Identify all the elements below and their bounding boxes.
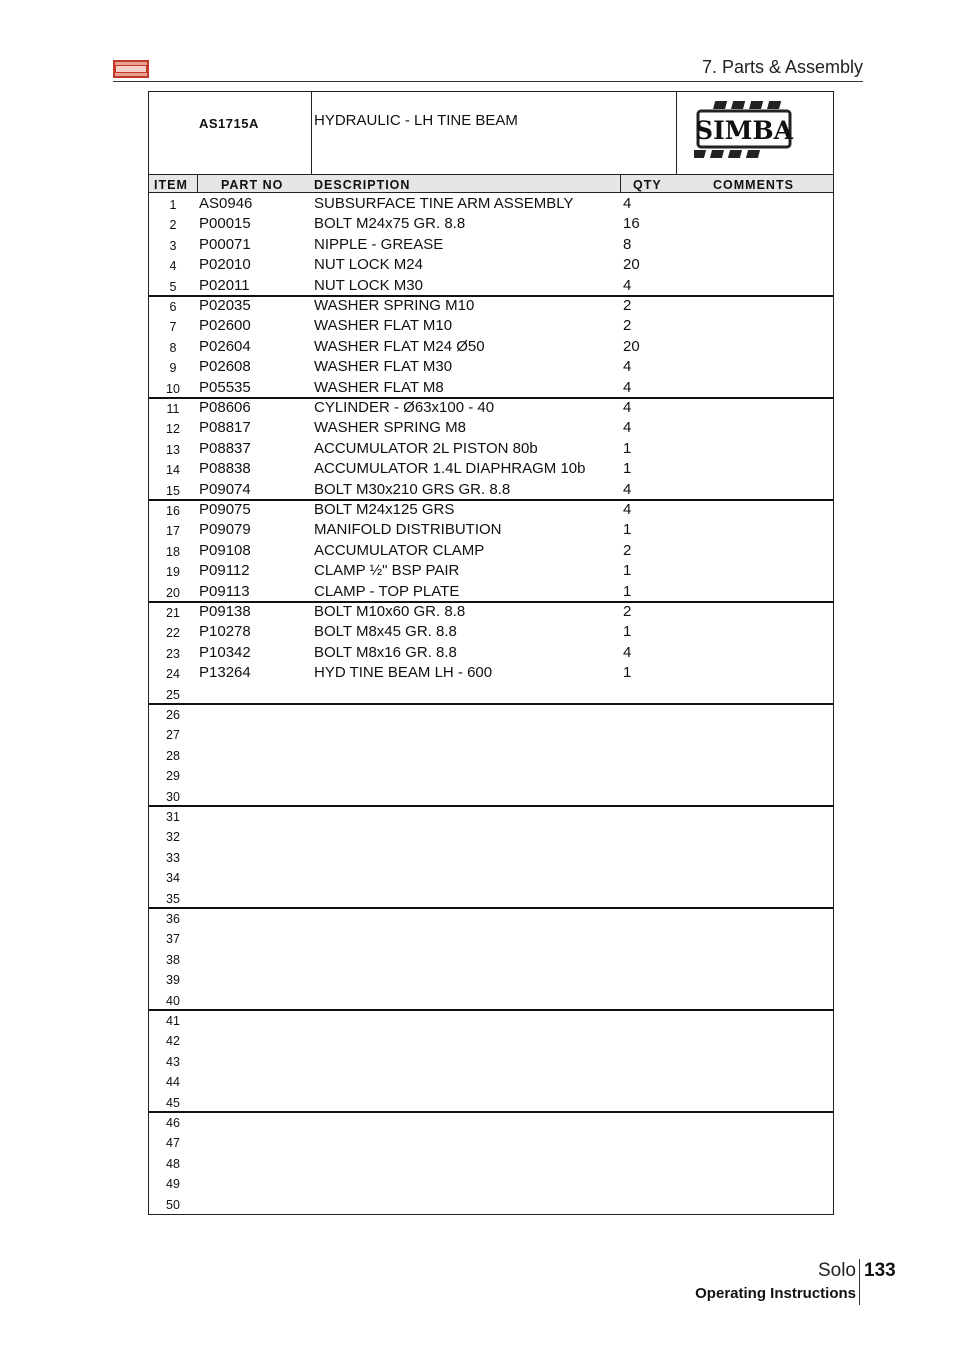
part-number: P09074	[199, 480, 251, 498]
item-number: 6	[169, 300, 177, 314]
header-simba-logo	[113, 60, 149, 78]
part-description: BOLT M24x75 GR. 8.8	[314, 215, 466, 233]
part-qty: 4	[623, 643, 632, 661]
item-number: 32	[166, 830, 180, 845]
item-number: 45	[166, 1095, 180, 1110]
simba-logo-text: SIMBA	[695, 116, 793, 145]
item-number: 18	[166, 544, 180, 559]
part-description: SUBSURFACE TINE ARM ASSEMBLY	[314, 195, 574, 212]
item-number: 25	[166, 687, 180, 702]
header-divider	[113, 81, 863, 82]
table-row	[149, 377, 833, 397]
part-description: NUT LOCK M24	[314, 256, 423, 274]
part-number: P02011	[199, 276, 250, 294]
part-qty: 20	[623, 256, 640, 274]
item-number: 13	[166, 442, 180, 457]
part-number: P02608	[199, 358, 251, 376]
part-description: WASHER FLAT M30	[314, 358, 453, 376]
part-qty: 20	[623, 337, 640, 355]
table-row	[149, 846, 833, 866]
table-row	[149, 744, 833, 764]
simba-logo	[694, 98, 794, 164]
table-row	[149, 519, 833, 539]
table-row	[149, 234, 833, 254]
item-number: 10	[166, 381, 180, 396]
table-row	[149, 1029, 833, 1049]
item-number: 27	[166, 728, 180, 743]
assembly-number: AS1715A	[199, 116, 259, 131]
part-description: BOLT M24x125 GRS	[314, 501, 455, 518]
item-number: 26	[166, 708, 180, 722]
footer-product: Solo	[817, 1260, 856, 1281]
part-qty: 1	[623, 460, 632, 478]
item-number: 16	[166, 504, 180, 518]
hdr-sep-2	[620, 175, 621, 193]
col-part-no: PART NO	[221, 178, 284, 192]
table-row	[149, 723, 833, 743]
table-row	[149, 193, 833, 213]
part-number: P00071	[199, 235, 251, 253]
table-row	[149, 1111, 833, 1131]
part-description: WASHER SPRING M8	[314, 419, 466, 437]
assembly-title-box	[149, 92, 833, 174]
item-number: 36	[166, 912, 180, 926]
table-row	[149, 1009, 833, 1029]
item-number: 14	[166, 463, 180, 478]
part-number: P09113	[199, 582, 250, 600]
item-number: 34	[166, 871, 180, 886]
item-number: 42	[166, 1034, 180, 1049]
table-row	[149, 417, 833, 437]
part-qty: 4	[623, 378, 632, 396]
table-row	[149, 1131, 833, 1151]
section-title: 7. Parts & Assembly	[701, 57, 863, 77]
table-row	[149, 785, 833, 805]
table-row	[149, 703, 833, 723]
item-number: 7	[169, 320, 177, 335]
item-number: 17	[166, 524, 180, 539]
table-row	[149, 275, 833, 295]
part-number: P08838	[199, 460, 251, 478]
part-qty: 2	[623, 297, 632, 314]
table-row	[149, 479, 833, 499]
table-row	[149, 989, 833, 1009]
part-description: CYLINDER - Ø63x100 - 40	[314, 399, 495, 416]
part-description: WASHER FLAT M8	[314, 378, 444, 396]
part-number: P08606	[199, 399, 251, 416]
item-number: 44	[166, 1075, 180, 1090]
part-number: P09138	[199, 603, 251, 620]
part-number: P09075	[199, 501, 251, 518]
item-number: 39	[166, 973, 180, 988]
table-row	[149, 254, 833, 274]
part-qty: 2	[623, 317, 632, 335]
table-row	[149, 907, 833, 927]
part-qty: 8	[623, 235, 632, 253]
table-row	[149, 581, 833, 601]
part-number: P13264	[199, 664, 251, 682]
table-row	[149, 295, 833, 315]
item-number: 31	[166, 810, 180, 824]
part-description: NIPPLE - GREASE	[314, 235, 444, 253]
part-number: P09108	[199, 541, 251, 559]
item-number: 41	[166, 1014, 180, 1028]
item-number: 30	[166, 789, 180, 804]
part-number: P02604	[199, 337, 251, 355]
col-qty: QTY	[633, 178, 662, 192]
table-row	[149, 1193, 833, 1213]
part-number: P10342	[199, 643, 251, 661]
part-description: BOLT M8x16 GR. 8.8	[314, 643, 457, 661]
table-row	[149, 356, 833, 376]
col-description: DESCRIPTION	[314, 178, 411, 192]
part-description: CLAMP ½" BSP PAIR	[314, 562, 460, 580]
part-description: ACCUMULATOR 2L PISTON 80b	[314, 439, 538, 457]
table-row	[149, 887, 833, 907]
table-row	[149, 499, 833, 519]
part-description: ACCUMULATOR 1.4L DIAPHRAGM 10b	[314, 460, 586, 478]
table-row	[149, 397, 833, 417]
part-number: P09112	[199, 562, 250, 580]
part-qty: 4	[623, 399, 632, 416]
table-row	[149, 968, 833, 988]
part-number: P05535	[199, 378, 251, 396]
table-row	[149, 1172, 833, 1192]
item-number: 29	[166, 769, 180, 784]
part-description: WASHER FLAT M24 Ø50	[314, 337, 485, 355]
item-number: 22	[166, 626, 180, 641]
part-qty: 2	[623, 541, 632, 559]
table-row	[149, 805, 833, 825]
table-row	[149, 642, 833, 662]
table-row	[149, 213, 833, 233]
item-number: 35	[166, 891, 180, 906]
part-qty: 4	[623, 480, 632, 498]
item-number: 48	[166, 1156, 180, 1171]
item-number: 9	[169, 361, 177, 376]
part-qty: 4	[623, 419, 632, 437]
item-number: 23	[166, 646, 180, 661]
table-row	[149, 336, 833, 356]
part-qty: 1	[623, 623, 632, 641]
table-row	[149, 927, 833, 947]
table-row	[149, 560, 833, 580]
footer-divider	[859, 1259, 860, 1305]
part-qty: 1	[623, 664, 632, 682]
table-row	[149, 621, 833, 641]
part-description: ACCUMULATOR CLAMP	[314, 541, 485, 559]
page-number: 133	[864, 1260, 896, 1281]
part-description: HYD TINE BEAM LH - 600	[314, 664, 493, 682]
table-row	[149, 1050, 833, 1070]
table-row	[149, 866, 833, 886]
part-number: P08837	[199, 439, 251, 457]
table-row	[149, 683, 833, 703]
part-description: BOLT M10x60 GR. 8.8	[314, 603, 466, 620]
part-description: WASHER SPRING M10	[314, 297, 475, 314]
table-row	[149, 601, 833, 621]
part-description: BOLT M8x45 GR. 8.8	[314, 623, 457, 641]
footer-doc-type: Operating Instructions	[695, 1285, 856, 1302]
table-row	[149, 764, 833, 784]
part-qty: 4	[623, 195, 632, 212]
col-comments: COMMENTS	[713, 178, 794, 192]
part-description: NUT LOCK M30	[314, 276, 423, 294]
part-qty: 1	[623, 439, 632, 457]
item-number: 49	[166, 1177, 180, 1192]
column-header-row	[149, 174, 833, 193]
item-number: 2	[169, 218, 177, 233]
item-number: 15	[166, 483, 180, 498]
item-number: 8	[169, 340, 177, 355]
item-number: 21	[166, 606, 180, 620]
part-number: P02010	[199, 256, 251, 274]
table-row	[149, 540, 833, 560]
item-number: 37	[166, 932, 180, 947]
part-description: BOLT M30x210 GRS GR. 8.8	[314, 480, 511, 498]
assembly-description: HYDRAULIC - LH TINE BEAM	[314, 112, 518, 129]
part-description: WASHER FLAT M10	[314, 317, 453, 335]
item-number: 4	[169, 259, 177, 274]
part-description: MANIFOLD DISTRIBUTION	[314, 521, 502, 539]
item-number: 50	[166, 1197, 180, 1212]
part-qty: 16	[623, 215, 640, 233]
part-qty: 1	[623, 562, 632, 580]
item-number: 1	[169, 198, 177, 212]
parts-sheet	[148, 91, 834, 1215]
table-row	[149, 458, 833, 478]
table-row	[149, 1152, 833, 1172]
part-number: P00015	[199, 215, 251, 233]
item-number: 40	[166, 993, 180, 1008]
item-number: 46	[166, 1116, 180, 1130]
item-number: 11	[166, 402, 180, 416]
part-number: AS0946	[199, 195, 253, 212]
part-description: CLAMP - TOP PLATE	[314, 582, 460, 600]
table-row	[149, 948, 833, 968]
item-number: 12	[166, 422, 180, 437]
item-number: 33	[166, 850, 180, 865]
item-number: 38	[166, 952, 180, 967]
table-row	[149, 662, 833, 682]
item-number: 5	[169, 279, 177, 294]
item-number: 3	[169, 238, 177, 253]
item-number: 20	[166, 585, 180, 600]
part-qty: 4	[623, 276, 632, 294]
item-number: 47	[166, 1136, 180, 1151]
part-qty: 2	[623, 603, 632, 620]
part-qty: 4	[623, 358, 632, 376]
hdr-sep-1	[197, 175, 198, 193]
item-number: 24	[166, 667, 180, 682]
part-number: P09079	[199, 521, 251, 539]
col-item: ITEM	[154, 178, 188, 192]
table-row	[149, 1070, 833, 1090]
table-row	[149, 1091, 833, 1111]
item-number: 19	[166, 565, 180, 580]
table-row	[149, 438, 833, 458]
part-number: P10278	[199, 623, 251, 641]
table-row	[149, 315, 833, 335]
part-qty: 4	[623, 501, 632, 518]
table-row	[149, 825, 833, 845]
item-number: 43	[166, 1054, 180, 1069]
part-qty: 1	[623, 582, 632, 600]
part-number: P08817	[199, 419, 251, 437]
part-number: P02600	[199, 317, 251, 335]
item-number: 28	[166, 748, 180, 763]
part-number: P02035	[199, 297, 251, 314]
part-qty: 1	[623, 521, 632, 539]
